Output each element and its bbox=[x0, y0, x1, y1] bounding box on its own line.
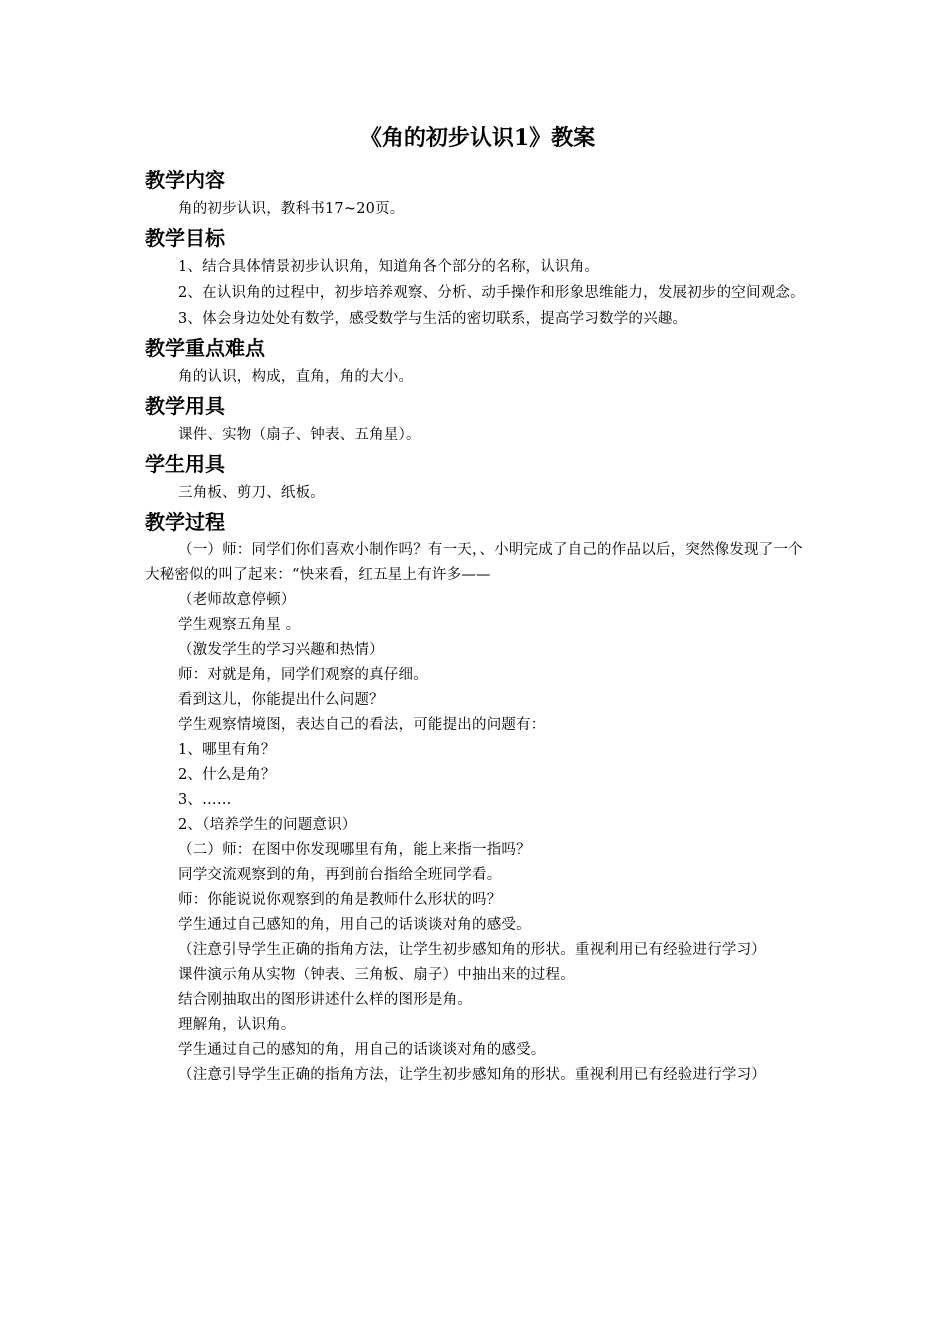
section-paragraph: （注意引导学生正确的指角方法，让学生初步感知角的形状。重视利用已有经验进行学习） bbox=[178, 942, 766, 958]
section-heading: 学生用具 bbox=[145, 452, 225, 476]
section-paragraph: 1、哪里有角？ bbox=[178, 742, 276, 758]
section-paragraph: 学生通过自己的感知的角，用自己的话谈谈对角的感受。 bbox=[178, 1042, 546, 1058]
section-paragraph: 3、体会身边处处有数学，感受数学与生活的密切联系，提高学习数学的兴趣。 bbox=[178, 311, 688, 327]
section-paragraph: 3、…… bbox=[178, 792, 232, 808]
section-paragraph: 2、（培养学生的问题意识） bbox=[178, 817, 357, 833]
section-paragraph: 看到这儿，你能提出什么问题？ bbox=[178, 692, 384, 708]
section-paragraph: （激发学生的学习兴趣和热情） bbox=[178, 642, 384, 658]
section-paragraph: 师：对就是角，同学们观察的真仔细。 bbox=[178, 667, 428, 683]
section-paragraph: 角的初步认识，教科书17~20页。 bbox=[178, 201, 405, 217]
section-paragraph: 学生观察情境图，表达自己的看法，可能提出的问题有： bbox=[178, 717, 546, 733]
section-paragraph: （二）师：在图中你发现哪里有角，能上来指一指吗？ bbox=[178, 842, 531, 858]
section-heading: 教学用具 bbox=[145, 394, 225, 418]
document-page bbox=[145, 118, 810, 1088]
section-paragraph: （老师故意停顿） bbox=[178, 592, 296, 608]
section-paragraph: 结合刚抽取出的图形讲述什么样的图形是角。 bbox=[178, 992, 472, 1008]
section-paragraph: 课件演示角从实物（钟表、三角板、扇子）中抽出来的过程。 bbox=[178, 967, 575, 983]
section-paragraph: （注意引导学生正确的指角方法，让学生初步感知角的形状。重视利用已有经验进行学习） bbox=[178, 1067, 766, 1083]
section-paragraph: 2、什么是角？ bbox=[178, 767, 276, 783]
section-paragraph: （一）师：同学们你们喜欢小制作吗？有一天，、小明完成了自己的作品以后，突然像发现了一个大秘密似的叫了起来：“快来看，红五星上有许多—— bbox=[145, 542, 803, 583]
section-heading: 教学内容 bbox=[145, 168, 225, 192]
section-heading: 教学重点难点 bbox=[145, 336, 265, 360]
section-paragraph: 三角板、剪刀、纸板。 bbox=[178, 485, 325, 501]
section-paragraph: 2、在认识角的过程中，初步培养观察、分析、动手操作和形象思维能力，发展初步的空间观念。 bbox=[178, 285, 805, 301]
section-paragraph: 理解角，认识角。 bbox=[178, 1017, 296, 1033]
section-paragraph: 学生观察五角星 。 bbox=[178, 617, 301, 633]
section-paragraph: 1、结合具体情景初步认识角，知道角各个部分的名称，认识角。 bbox=[178, 259, 600, 275]
section-heading: 教学过程 bbox=[145, 510, 225, 534]
document-title: 《角的初步认识1》教案 bbox=[359, 125, 596, 151]
section-paragraph: 同学交流观察到的角，再到前台指给全班同学看。 bbox=[178, 867, 502, 883]
section-paragraph: 角的认识，构成，直角，角的大小。 bbox=[178, 369, 414, 385]
sections-container bbox=[145, 164, 810, 1088]
section-heading: 教学目标 bbox=[145, 226, 225, 250]
section-paragraph: 学生通过自己感知的角，用自己的话谈谈对角的感受。 bbox=[178, 917, 531, 933]
section-paragraph: 师：你能说说你观察到的角是教师什么形状的吗？ bbox=[178, 892, 502, 908]
section-paragraph: 课件、实物（扇子、钟表、五角星）。 bbox=[178, 427, 421, 443]
